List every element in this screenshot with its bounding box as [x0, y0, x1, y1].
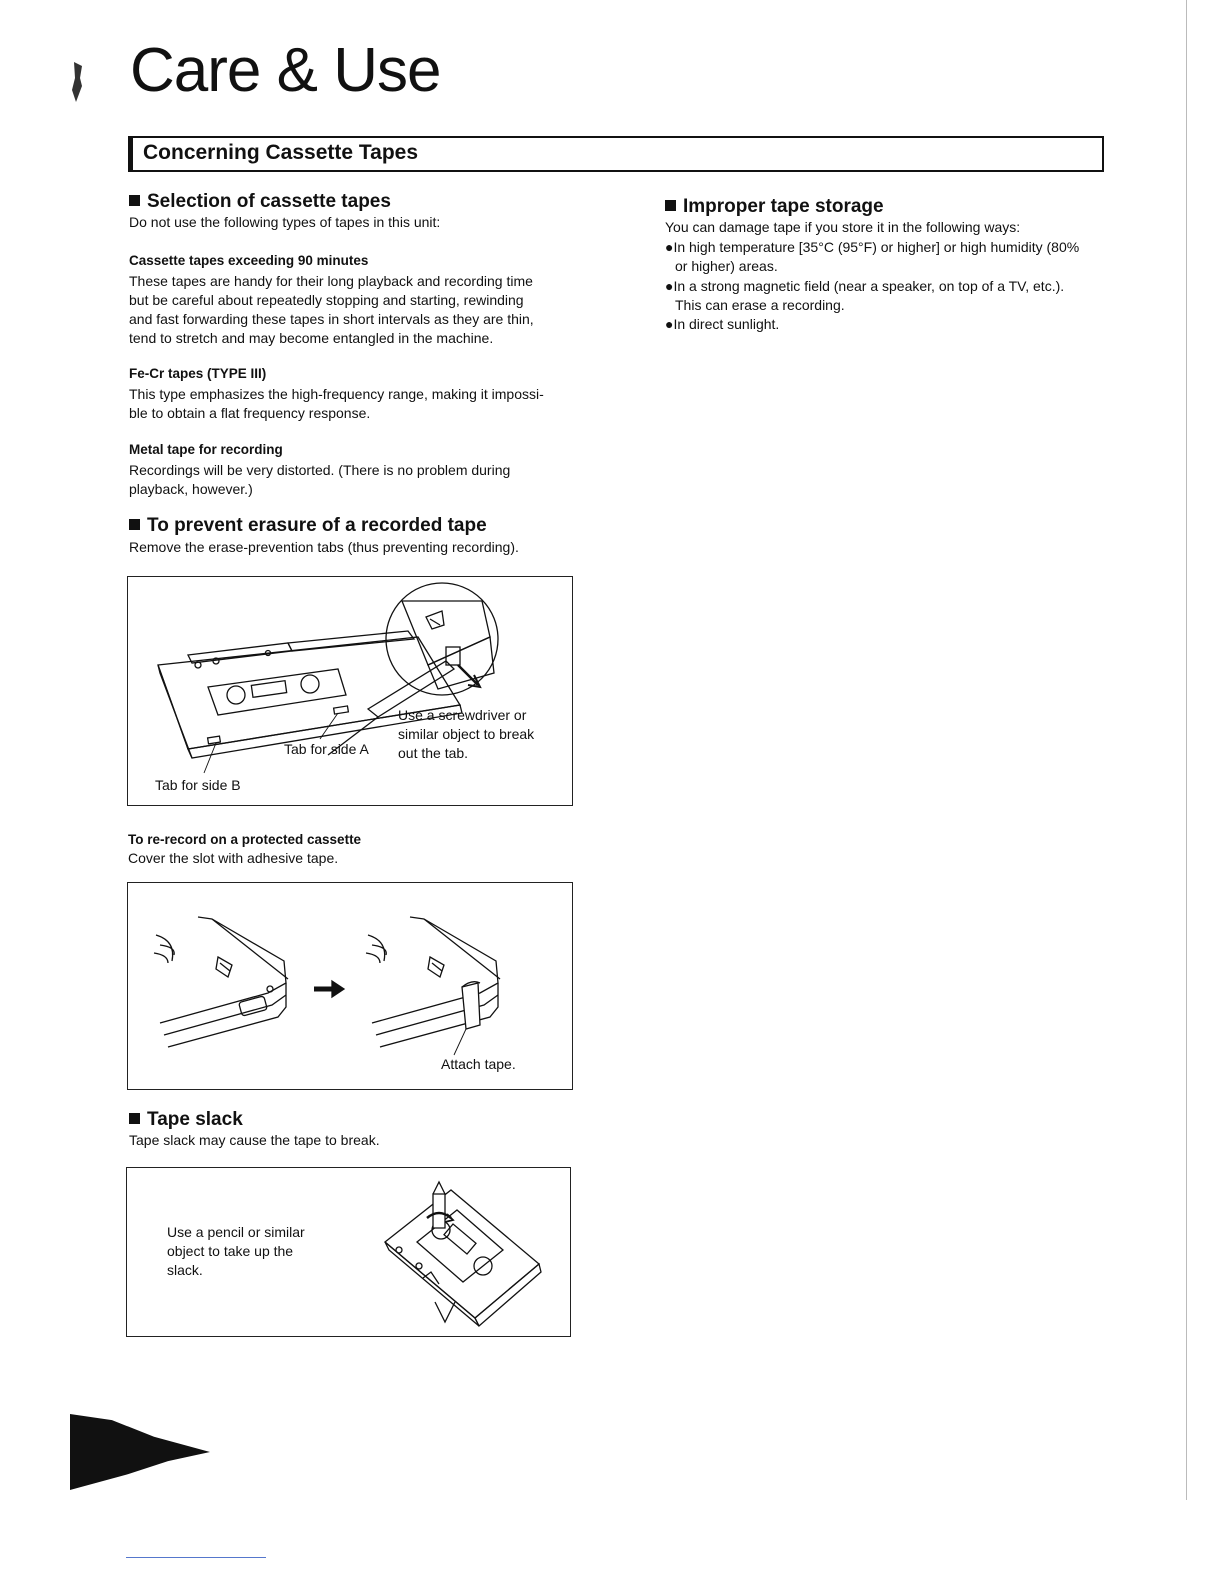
pencil-cassette-illustration — [127, 1168, 572, 1338]
square-bullet-icon — [129, 195, 140, 206]
square-bullet-icon — [665, 200, 676, 211]
tape-slack-figure — [126, 1167, 571, 1337]
rerecord-subheading: To re-record on a protected cassette — [128, 832, 362, 847]
cassette-tab-illustration — [128, 577, 574, 807]
tab-side-b-label: Tab for side B — [155, 777, 241, 793]
square-bullet-icon — [129, 1113, 140, 1124]
selection-heading: Selection of cassette tapes — [129, 192, 391, 211]
selection-intro: Do not use the following types of tapes in this unit: — [129, 214, 441, 230]
rerecord-text: Cover the slot with adhesive tape. — [128, 850, 339, 866]
storage-heading: Improper tape storage — [665, 197, 884, 216]
storage-bullet-3: ●In direct sunlight. — [665, 316, 780, 332]
item-2-body: This type emphasizes the high-frequency range, making it impossi- ble to obtain a flat frequency response. — [129, 386, 544, 421]
tab-side-a-label: Tab for side A — [284, 741, 369, 757]
rerecord-figure — [127, 882, 573, 1090]
erasure-text: Remove the erase-prevention tabs (thus preventing recording). — [129, 539, 519, 555]
page-title: Care & Use — [130, 36, 441, 105]
storage-bullet-1: ●In high temperature [35°C (95°F) or higher] or high humidity (80% or higher) areas. — [665, 239, 1080, 274]
scan-mark-top-left — [72, 62, 82, 102]
item-1-subheading: Cassette tapes exceeding 90 minutes — [129, 253, 369, 268]
square-bullet-icon — [129, 519, 140, 530]
pencil-note: Use a pencil or similar object to take up the slack. — [167, 1224, 305, 1278]
storage-bullet-2: ●In a strong magnetic field (near a speaker, on top of a TV, etc.). This can erase a recording. — [665, 278, 1065, 313]
item-1-body: These tapes are handy for their long playback and recording time but be careful about repeatedly stopping and starting, rewinding and fast forwarding these tapes in short intervals as they are thin, tend to stretch and may become entangled in the machine. — [129, 273, 534, 346]
erasure-heading: To prevent erasure of a recorded tape — [129, 516, 487, 535]
screwdriver-note: Use a screwdriver or similar object to break out the tab. — [398, 707, 535, 761]
bottom-rule — [126, 1557, 266, 1558]
attach-tape-label: Attach tape. — [441, 1056, 516, 1072]
item-2-subheading: Fe-Cr tapes (TYPE III) — [129, 366, 267, 381]
erase-tab-figure — [127, 576, 573, 806]
page-edge-line — [1186, 0, 1187, 1500]
item-3-subheading: Metal tape for recording — [129, 442, 283, 457]
section-heading-bar — [128, 136, 1104, 172]
scan-blot — [70, 1414, 210, 1490]
slack-text: Tape slack may cause the tape to break. — [129, 1132, 380, 1148]
slack-heading: Tape slack — [129, 1110, 243, 1129]
storage-intro: You can damage tape if you store it in the following ways: — [665, 219, 1021, 235]
item-3-body: Recordings will be very distorted. (There is no problem during playback, however.) — [129, 462, 511, 497]
section-heading: Concerning Cassette Tapes — [143, 141, 419, 164]
